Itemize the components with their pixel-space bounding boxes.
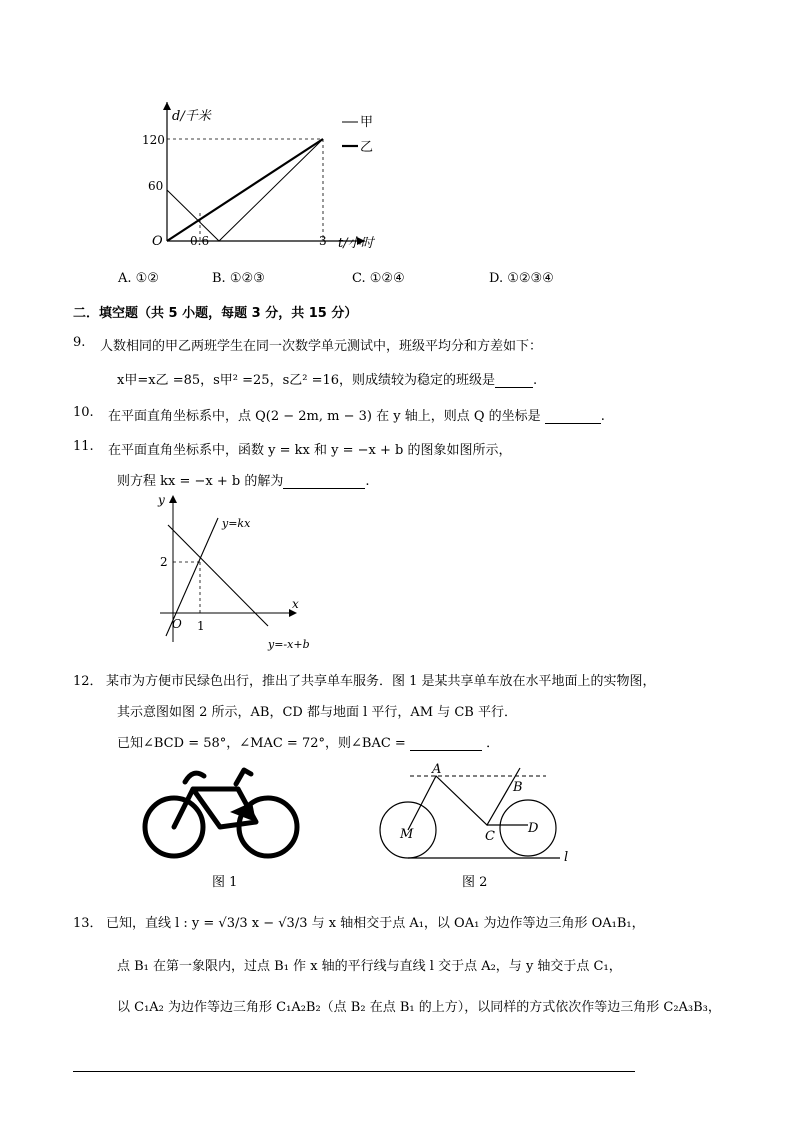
q11-end: .	[365, 474, 370, 489]
point-m: M	[400, 827, 414, 842]
point-c: C	[485, 829, 495, 844]
y-tick-120: 120	[142, 133, 165, 147]
q12-line1: 某市为方便市民绿色出行，推出了共享单车服务．图 1 是某共享单车放在水平地面上的实物图，	[106, 674, 656, 689]
legend-jia: 甲	[360, 115, 374, 130]
tick-x-1: 1	[197, 619, 205, 633]
q12-number: 12．	[73, 674, 103, 689]
q9-end: .	[533, 373, 538, 388]
line-kx-label: y=kx	[222, 517, 251, 530]
q12-answer-blank[interactable]	[410, 736, 482, 751]
x-axis-label: t/小时	[338, 236, 374, 251]
fig2-caption: 图 2	[462, 875, 488, 890]
linear-functions-graph	[150, 492, 340, 654]
point-a: A	[432, 762, 442, 777]
distance-time-graph	[130, 96, 400, 256]
tick-y-2: 2	[160, 555, 168, 569]
option-c: C. ①②④	[352, 271, 405, 286]
y-axis-label: y	[158, 493, 165, 507]
point-b: B	[513, 780, 523, 795]
q9-line2-text: x甲=x乙 =85，s甲² =25，s乙² =16，则成绩较为稳定的班级是	[117, 373, 496, 388]
q9-line2	[117, 369, 537, 388]
q10-end: .	[600, 409, 605, 424]
point-d: D	[528, 821, 539, 836]
q11-line2-text: 则方程 kx = −x + b 的解为	[117, 474, 284, 489]
x-axis-label: x	[292, 597, 299, 611]
q13-line2: 点 B₁ 在第一象限内，过点 B₁ 作 x 轴的平行线与直线 l 交于点 A₂，与 y 轴交于点 C₁，	[117, 959, 622, 974]
q12-line2: 其示意图如图 2 所示，AB，CD 都与地面 l 平行，AM 与 CB 平行．	[117, 705, 517, 720]
bicycle-schematic	[370, 758, 580, 870]
footer-rule	[73, 1071, 635, 1072]
q9-number: 9.	[73, 335, 86, 350]
x-tick-0.6: 0.6	[190, 234, 210, 248]
legend-yi: 乙	[360, 140, 374, 155]
q9-text: 人数相同的甲乙两班学生在同一次数学单元测试中，班级平均分和方差如下：	[100, 339, 543, 354]
option-d: D. ①②③④	[489, 271, 554, 286]
q11-text: 在平面直角坐标系中，函数 y = kx 和 y = −x + b 的图象如图所示，	[108, 443, 512, 458]
origin-label: O	[152, 234, 163, 249]
x-tick-3: 3	[319, 234, 327, 248]
y-axis-label: d/千米	[172, 109, 211, 124]
q10-line	[108, 405, 605, 424]
section-heading: 二．填空题（共 5 小题，每题 3 分，共 15 分）	[73, 306, 358, 321]
q12-line3	[117, 732, 499, 751]
q10-number: 10.	[73, 405, 94, 420]
q11-answer-blank[interactable]	[283, 474, 365, 489]
option-b: B. ①②③	[212, 271, 265, 286]
q9-answer-blank[interactable]	[495, 373, 533, 388]
option-a: A. ①②	[118, 271, 159, 286]
q13-line1: 已知，直线 l : y = √3/3 x − √3/3 与 x 轴相交于点 A₁，以 OA₁ 为边作等边三角形 OA₁B₁，	[106, 916, 645, 931]
bicycle-figure	[138, 764, 303, 860]
fig1-caption: 图 1	[212, 875, 238, 890]
origin-label: O	[172, 617, 182, 631]
series-line-jia	[167, 139, 323, 241]
line-b-label: y=-x+b	[268, 638, 310, 651]
ground-l: l	[564, 850, 569, 865]
q11-number: 11.	[73, 439, 94, 454]
q10-answer-blank[interactable]	[545, 409, 601, 424]
q11-line2	[117, 470, 369, 489]
q12-end: ．	[486, 736, 500, 751]
q12-line3-text: 已知∠BCD = 58°，∠MAC = 72°，则∠BAC =	[117, 736, 406, 751]
q10-text: 在平面直角坐标系中，点 Q(2 − 2m, m − 3) 在 y 轴上，则点 Q 的坐标是	[108, 409, 541, 424]
q13-number: 13．	[73, 916, 103, 931]
y-tick-60: 60	[148, 179, 164, 193]
q13-line3: 以 C₁A₂ 为边作等边三角形 C₁A₂B₂（点 B₂ 在点 B₁ 的上方），以同样的方式依次作等边三角形 C₂A₃B₃，	[117, 1000, 721, 1015]
